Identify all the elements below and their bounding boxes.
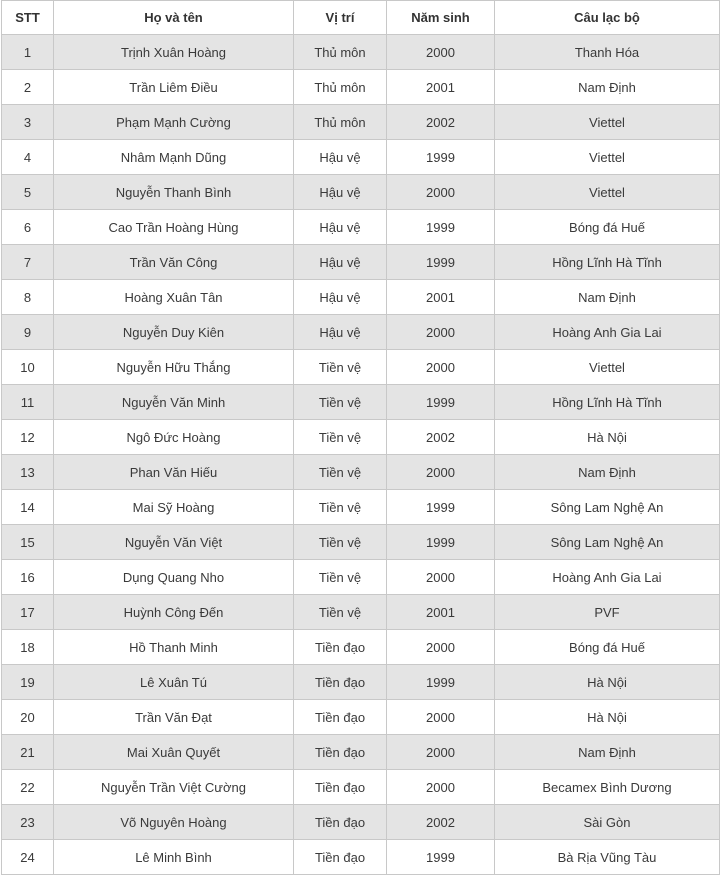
cell-position: Tiền đạo [294, 700, 387, 735]
cell-position: Tiền đạo [294, 665, 387, 700]
cell-position: Thủ môn [294, 70, 387, 105]
table-row [2, 210, 720, 245]
cell-name: Mai Xuân Quyết [54, 735, 294, 770]
cell-stt: 13 [2, 455, 54, 490]
cell-club: Sài Gòn [495, 805, 720, 840]
table-row [2, 770, 720, 805]
cell-stt: 7 [2, 245, 54, 280]
header-position: Vị trí [294, 1, 387, 35]
cell-club: Nam Định [495, 280, 720, 315]
cell-name: Lê Minh Bình [54, 840, 294, 875]
table-row [2, 805, 720, 840]
table-row [2, 35, 720, 70]
cell-name: Trần Liêm Điều [54, 70, 294, 105]
table-row [2, 280, 720, 315]
cell-club: PVF [495, 595, 720, 630]
cell-club: Becamex Bình Dương [495, 770, 720, 805]
cell-name: Hoàng Xuân Tân [54, 280, 294, 315]
cell-birth-year: 2002 [387, 805, 495, 840]
cell-name: Nguyễn Thanh Bình [54, 175, 294, 210]
cell-club: Hà Nội [495, 420, 720, 455]
cell-stt: 19 [2, 665, 54, 700]
table-row [2, 175, 720, 210]
table-row [2, 665, 720, 700]
cell-club: Nam Định [495, 70, 720, 105]
header-name: Họ và tên [54, 1, 294, 35]
cell-club: Hà Nội [495, 700, 720, 735]
cell-name: Huỳnh Công Đến [54, 595, 294, 630]
cell-name: Nguyễn Trần Việt Cường [54, 770, 294, 805]
cell-name: Võ Nguyên Hoàng [54, 805, 294, 840]
cell-birth-year: 2000 [387, 35, 495, 70]
cell-club: Viettel [495, 140, 720, 175]
cell-birth-year: 2000 [387, 350, 495, 385]
cell-birth-year: 2000 [387, 560, 495, 595]
cell-stt: 17 [2, 595, 54, 630]
cell-stt: 14 [2, 490, 54, 525]
table-row [2, 70, 720, 105]
cell-club: Viettel [495, 175, 720, 210]
cell-stt: 5 [2, 175, 54, 210]
cell-name: Lê Xuân Tú [54, 665, 294, 700]
cell-stt: 15 [2, 525, 54, 560]
cell-position: Hậu vệ [294, 175, 387, 210]
cell-birth-year: 1999 [387, 525, 495, 560]
cell-stt: 2 [2, 70, 54, 105]
cell-stt: 23 [2, 805, 54, 840]
cell-stt: 11 [2, 385, 54, 420]
table-row [2, 560, 720, 595]
cell-name: Phạm Mạnh Cường [54, 105, 294, 140]
table-row [2, 245, 720, 280]
cell-club: Viettel [495, 105, 720, 140]
cell-name: Hồ Thanh Minh [54, 630, 294, 665]
cell-stt: 9 [2, 315, 54, 350]
cell-stt: 20 [2, 700, 54, 735]
cell-birth-year: 2000 [387, 770, 495, 805]
header-row [2, 1, 720, 35]
cell-birth-year: 1999 [387, 385, 495, 420]
table-row [2, 840, 720, 875]
cell-stt: 4 [2, 140, 54, 175]
cell-stt: 10 [2, 350, 54, 385]
cell-birth-year: 1999 [387, 245, 495, 280]
cell-position: Thủ môn [294, 35, 387, 70]
cell-stt: 8 [2, 280, 54, 315]
cell-position: Hậu vệ [294, 140, 387, 175]
cell-birth-year: 2000 [387, 175, 495, 210]
cell-birth-year: 2001 [387, 70, 495, 105]
cell-name: Nguyễn Duy Kiên [54, 315, 294, 350]
cell-stt: 22 [2, 770, 54, 805]
cell-position: Tiền vệ [294, 525, 387, 560]
cell-club: Sông Lam Nghệ An [495, 525, 720, 560]
cell-stt: 3 [2, 105, 54, 140]
cell-position: Tiền đạo [294, 840, 387, 875]
cell-stt: 16 [2, 560, 54, 595]
cell-position: Hậu vệ [294, 210, 387, 245]
table-row [2, 420, 720, 455]
cell-birth-year: 1999 [387, 665, 495, 700]
cell-position: Tiền vệ [294, 595, 387, 630]
table-header [2, 1, 720, 35]
cell-name: Nguyễn Hữu Thắng [54, 350, 294, 385]
cell-name: Trần Văn Đạt [54, 700, 294, 735]
cell-position: Tiền đạo [294, 735, 387, 770]
cell-club: Hoàng Anh Gia Lai [495, 315, 720, 350]
table-row [2, 105, 720, 140]
cell-position: Tiền vệ [294, 490, 387, 525]
header-birth-year: Năm sinh [387, 1, 495, 35]
cell-club: Bóng đá Huế [495, 630, 720, 665]
cell-name: Trần Văn Công [54, 245, 294, 280]
cell-club: Sông Lam Nghệ An [495, 490, 720, 525]
cell-club: Bóng đá Huế [495, 210, 720, 245]
cell-birth-year: 2000 [387, 630, 495, 665]
table-row [2, 140, 720, 175]
table-row [2, 350, 720, 385]
cell-name: Phan Văn Hiếu [54, 455, 294, 490]
cell-position: Hậu vệ [294, 245, 387, 280]
table-row [2, 525, 720, 560]
cell-stt: 12 [2, 420, 54, 455]
table-row [2, 315, 720, 350]
cell-birth-year: 2000 [387, 700, 495, 735]
cell-birth-year: 2002 [387, 420, 495, 455]
cell-name: Nhâm Mạnh Dũng [54, 140, 294, 175]
cell-position: Tiền đạo [294, 630, 387, 665]
table-row [2, 630, 720, 665]
cell-birth-year: 2001 [387, 595, 495, 630]
cell-position: Hậu vệ [294, 280, 387, 315]
cell-birth-year: 2000 [387, 315, 495, 350]
cell-position: Tiền vệ [294, 350, 387, 385]
cell-name: Nguyễn Văn Minh [54, 385, 294, 420]
header-club: Câu lạc bộ [495, 1, 720, 35]
cell-birth-year: 2000 [387, 735, 495, 770]
table-body [2, 35, 720, 875]
cell-birth-year: 1999 [387, 840, 495, 875]
cell-position: Hậu vệ [294, 315, 387, 350]
cell-stt: 24 [2, 840, 54, 875]
cell-birth-year: 1999 [387, 140, 495, 175]
cell-birth-year: 2002 [387, 105, 495, 140]
cell-club: Hồng Lĩnh Hà Tĩnh [495, 385, 720, 420]
cell-name: Cao Trần Hoàng Hùng [54, 210, 294, 245]
roster-table [1, 0, 720, 875]
cell-club: Bà Rịa Vũng Tàu [495, 840, 720, 875]
cell-position: Tiền vệ [294, 560, 387, 595]
cell-position: Tiền đạo [294, 805, 387, 840]
cell-birth-year: 2001 [387, 280, 495, 315]
cell-position: Tiền vệ [294, 385, 387, 420]
table-row [2, 385, 720, 420]
cell-birth-year: 2000 [387, 455, 495, 490]
cell-name: Ngô Đức Hoàng [54, 420, 294, 455]
cell-stt: 6 [2, 210, 54, 245]
cell-position: Tiền vệ [294, 455, 387, 490]
cell-name: Mai Sỹ Hoàng [54, 490, 294, 525]
cell-name: Nguyễn Văn Việt [54, 525, 294, 560]
cell-position: Tiền đạo [294, 770, 387, 805]
table-row [2, 735, 720, 770]
cell-stt: 1 [2, 35, 54, 70]
cell-club: Hoàng Anh Gia Lai [495, 560, 720, 595]
table-row [2, 455, 720, 490]
cell-name: Dụng Quang Nho [54, 560, 294, 595]
cell-birth-year: 1999 [387, 490, 495, 525]
cell-birth-year: 1999 [387, 210, 495, 245]
header-stt: STT [2, 1, 54, 35]
cell-club: Nam Định [495, 735, 720, 770]
cell-club: Nam Định [495, 455, 720, 490]
cell-position: Thủ môn [294, 105, 387, 140]
cell-club: Hồng Lĩnh Hà Tĩnh [495, 245, 720, 280]
cell-position: Tiền vệ [294, 420, 387, 455]
cell-stt: 18 [2, 630, 54, 665]
cell-club: Viettel [495, 350, 720, 385]
cell-club: Thanh Hóa [495, 35, 720, 70]
table-row [2, 700, 720, 735]
cell-stt: 21 [2, 735, 54, 770]
table-row [2, 490, 720, 525]
cell-club: Hà Nội [495, 665, 720, 700]
table-row [2, 595, 720, 630]
cell-name: Trịnh Xuân Hoàng [54, 35, 294, 70]
